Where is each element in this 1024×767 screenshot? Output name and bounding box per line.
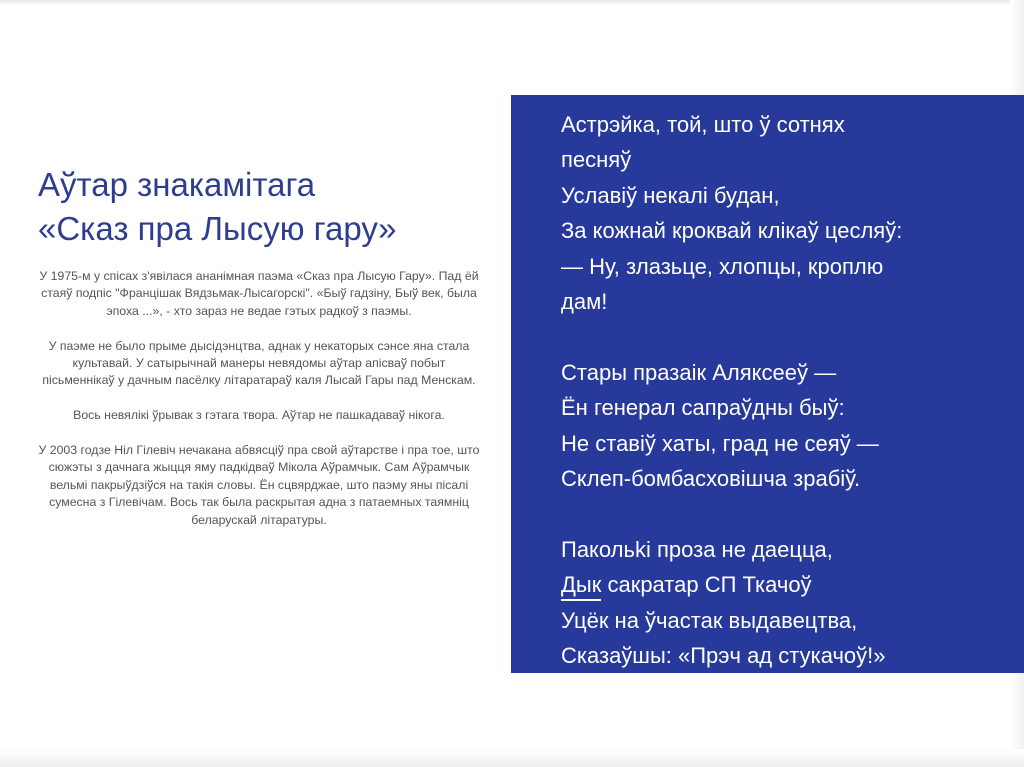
slide-title [38,163,478,251]
poem-line: Стары празаік Аляксееў — [561,359,837,385]
body-text [36,268,482,546]
poem-line: Пакольki проза не даецца, [561,536,833,562]
paragraph: У паэме не было прыме дысідэнцтва, аднак у некаторых сэнсе яна стала культавай. У сатырычнай манеры невядомы аўтар апісваў побыт пісьменнікаў у дачным пасёлку літаратараў каля Лысай Гары пад Менскам. [42,338,476,388]
poem-line [561,567,1011,602]
poem-line: За кожнай кроквай клікаў цесляў: [561,218,903,244]
poem-line: Сказаўшы: «Прэч ад стукачоў!» [561,643,886,669]
poem-line: Уцёк на ўчастак выдавецтва, [561,607,858,633]
paragraph: Вось невялікі ўрывак з гэтага твора. Аўтар не пашкадаваў нікога. [73,408,445,423]
poem-stanza-1 [561,107,1011,319]
poem-line: Не ставіў хаты, град не сеяў — [561,430,879,456]
poem-stanza-2 [561,355,1011,497]
underlined-word: Дык [561,571,601,601]
poem-line-rest: сакратар СП Ткачоў [601,572,812,598]
slide-title-line-2: «Сказ пра Лысую гару» [38,210,397,247]
poem-line: Ён генерал сапраўдны быў: [561,395,845,421]
poem-line: песняў [561,147,632,173]
poem-line: Склеп-бомбасховішча зрабіў. [561,466,861,492]
poem-line: Уславіў некалі будан, [561,182,780,208]
paragraph: У 2003 годзе Ніл Гілевіч нечакана абвясціў пра свой аўтарстве і пра тое, што сюжэты з дачнага жыцця яму падкідваў Мікола Аўрамчык. Сам Аўрамчык вельмі пакрыўдзіўся на такія словы. Ён сцвярджае, што паэму яны пісалі сумесна з Гілевічам. Вось так была раскрытая адна з патаемных таямніц беларускай літаратуры. [38,443,480,527]
poem-line: Астрэйка, той, што ў сотнях [561,112,845,137]
poem-stanza-3 [561,532,1011,674]
frame-top-shadow [0,0,1024,6]
slide-title-line-1: Аўтар знакамітага [38,166,316,203]
poem-line: — Ну, злазьце, хлопцы, кроплю [561,253,884,279]
poem-panel [511,95,1024,673]
poem [561,107,1011,673]
frame-bottom-shadow [0,749,1024,767]
poem-line: дам! [561,289,608,315]
paragraph: У 1975-м у спісах з'явілася ананімная паэма «Сказ пра Лысую Гару». Пад ёй стаяў подпіс "Францішак Вядзьмак-Лысагорскі". «Быў гадзіну, Быў век, была эпоха ...», - хто зараз не ведае гэтых радкоў з паэмы. [39,269,479,318]
